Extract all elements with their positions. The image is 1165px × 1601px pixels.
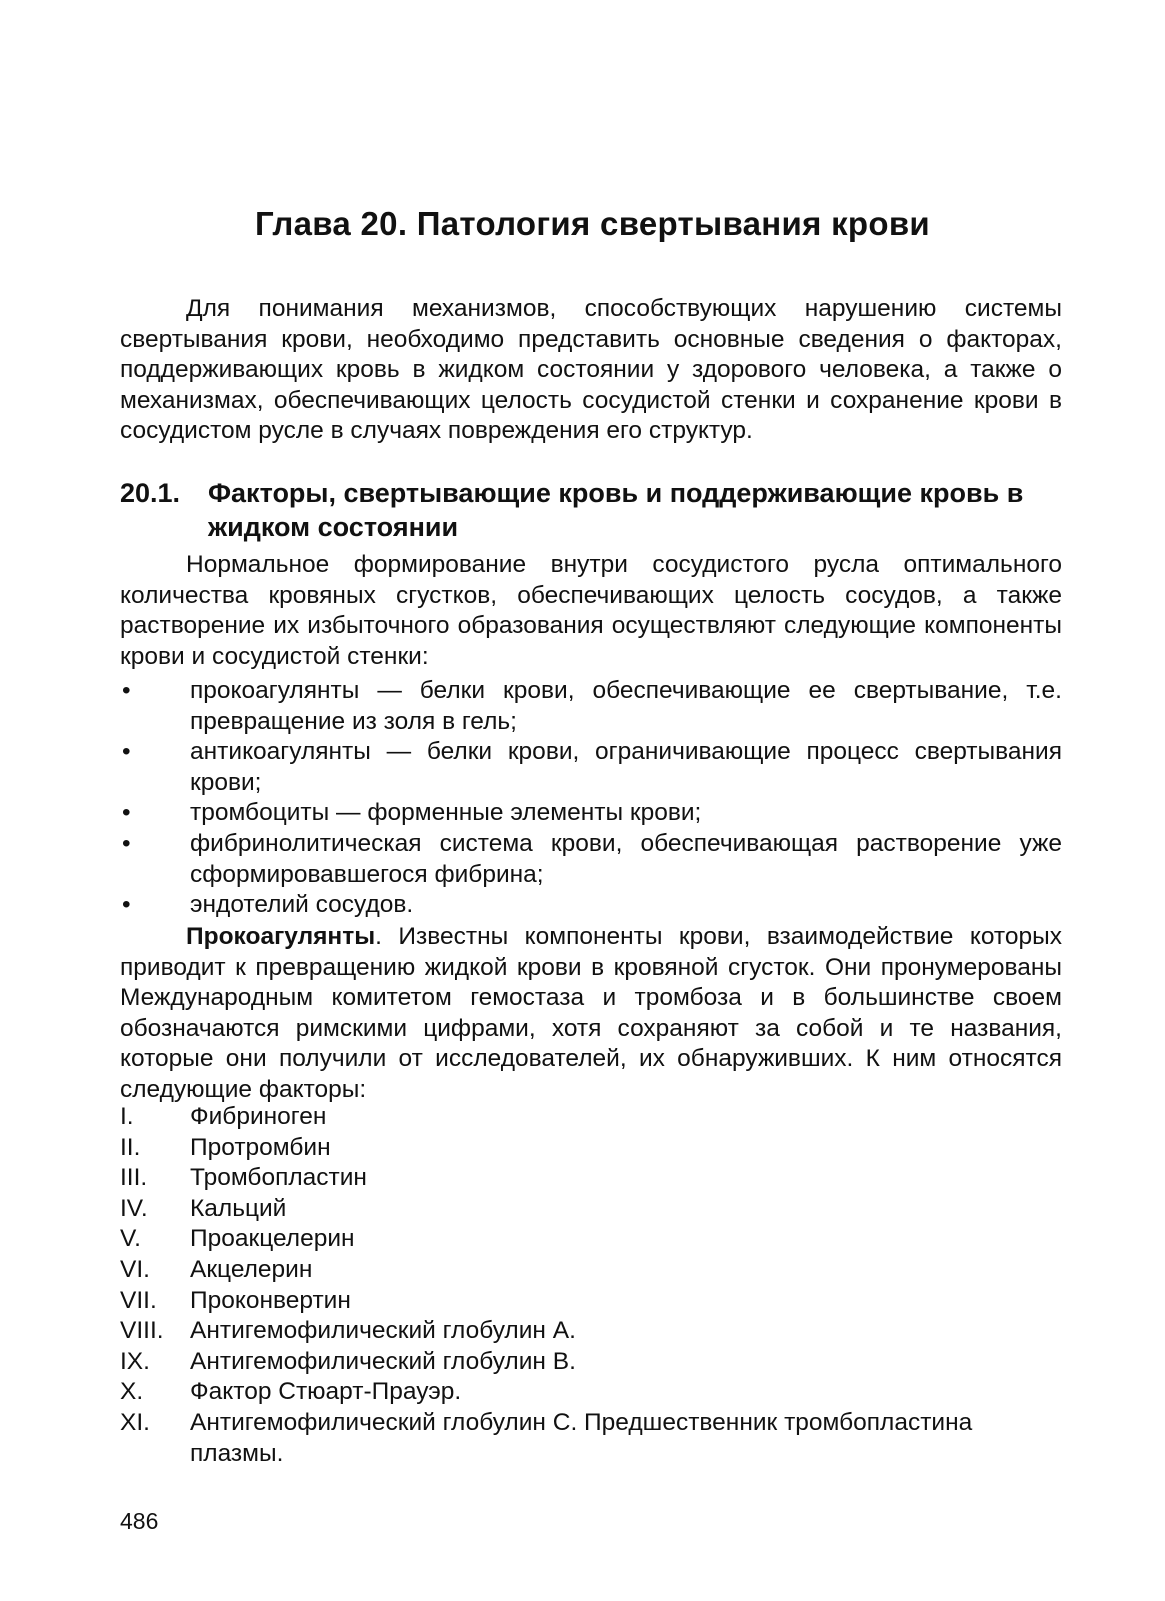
factor-name: Проакцелерин xyxy=(190,1225,355,1253)
bullet-icon: • xyxy=(122,677,131,704)
factor-name: Фактор Стюарт-Прауэр. xyxy=(190,1378,462,1406)
factor-item xyxy=(120,1408,1062,1469)
section-number: 20.1. xyxy=(120,478,181,508)
factor-name: Кальций xyxy=(190,1194,287,1222)
factor-numeral: IV. xyxy=(120,1194,148,1222)
section-title: Факторы, свертывающие кровь и поддерживающие кровь в жидком состоянии xyxy=(208,478,1024,542)
factor-item xyxy=(120,1286,1062,1317)
factor-numeral: XI. xyxy=(120,1408,150,1436)
factor-numeral: V. xyxy=(120,1225,141,1253)
factor-item xyxy=(120,1316,1062,1347)
factor-item xyxy=(120,1255,1062,1286)
intro-paragraph: Для понимания механизмов, способствующих нарушению системы свертывания крови, необходимо представить основные сведения о факторах, поддерживающих кровь в жидком состоянии у здорового человека, а также о механизмах, обеспечивающих целость сосудистой стенки и сохранение крови в сосудистом русле в случаях повреждения его структур. xyxy=(120,295,1062,445)
factor-name: Антигемофилический глобулин В. xyxy=(190,1347,576,1375)
list-item xyxy=(120,829,1062,890)
factor-name: Антигемофилический глобулин А. xyxy=(190,1317,576,1345)
procoagulants-term: Прокоагулянты xyxy=(186,923,376,950)
factor-name: Фибриноген xyxy=(190,1103,327,1130)
factor-item xyxy=(120,1163,1062,1194)
list-item xyxy=(120,676,1062,737)
factor-numeral: I. xyxy=(120,1103,134,1130)
chapter-title: Глава 20. Патология свертывания крови xyxy=(254,205,931,242)
section-paragraph-block xyxy=(120,550,1062,672)
list-item-text: фибринолитическая система крови, обеспечивающая растворение уже сформировавшегося фибрина; xyxy=(190,829,1062,888)
factor-numeral: II. xyxy=(120,1133,141,1161)
factor-numeral: X. xyxy=(120,1378,144,1406)
factor-name: Акцелерин xyxy=(190,1255,313,1283)
procoagulants-text: . Известны компоненты крови, взаимодействие которых приводит к превращению жидкой крови в кровяной сгусток. Они пронумерованы Международным комитетом гемостаза и тромбоза и в большинстве своем обозначаются римскими цифрами, хотя сохраняют за собой и те названия, которые они получили от исследователей, их обнаруживших. К ним относятся следующие факторы: xyxy=(120,923,1062,1103)
list-item-text: антикоагулянты — белки крови, ограничивающие процесс свертывания крови; xyxy=(190,738,1062,796)
factor-numeral: VI. xyxy=(120,1255,150,1283)
bullet-icon: • xyxy=(122,799,131,827)
factor-item xyxy=(120,1194,1062,1225)
factor-item xyxy=(120,1377,1062,1408)
procoagulants-paragraph xyxy=(120,922,1062,1106)
bullet-icon: • xyxy=(122,891,131,919)
components-bullet-list xyxy=(120,676,1062,921)
bullet-icon: • xyxy=(122,738,131,766)
factor-numeral: IX. xyxy=(120,1347,150,1375)
factor-item xyxy=(120,1347,1062,1378)
intro-paragraph-block xyxy=(120,294,1062,447)
list-item xyxy=(120,737,1062,798)
factor-numeral: III. xyxy=(120,1164,148,1192)
factor-name: Протромбин xyxy=(190,1133,331,1161)
list-item xyxy=(120,798,1062,829)
list-item-text: тромбоциты — форменные элементы крови; xyxy=(190,799,702,827)
page-number: 486 xyxy=(120,1508,159,1534)
bullet-icon: • xyxy=(122,829,131,857)
factor-name: Антигемофилический глобулин С. Предшественник тромбопластина плазмы. xyxy=(190,1408,973,1467)
list-item xyxy=(120,890,1062,921)
factor-name: Проконвертин xyxy=(190,1286,351,1314)
factor-numeral: VII. xyxy=(120,1286,157,1314)
factors-list xyxy=(120,1102,1062,1469)
factor-name: Тромбопластин xyxy=(190,1164,367,1192)
factor-item xyxy=(120,1133,1062,1164)
list-item-text: прокоагулянты — белки крови, обеспечивающие ее свертывание, т.е. превращение из золя в гель; xyxy=(190,677,1062,735)
factor-numeral: VIII. xyxy=(120,1317,164,1345)
section-paragraph: Нормальное формирование внутри сосудистого русла оптимального количества кровяных сгустков, обеспечивающих целость сосудов, а также растворение их избыточного образования осуществляют следующие компоненты крови и сосудистой стенки: xyxy=(120,551,1062,670)
factor-item xyxy=(120,1102,1062,1133)
procoagulants-paragraph-block xyxy=(120,922,1062,1106)
factor-item xyxy=(120,1224,1062,1255)
list-item-text: эндотелий сосудов. xyxy=(190,891,414,919)
